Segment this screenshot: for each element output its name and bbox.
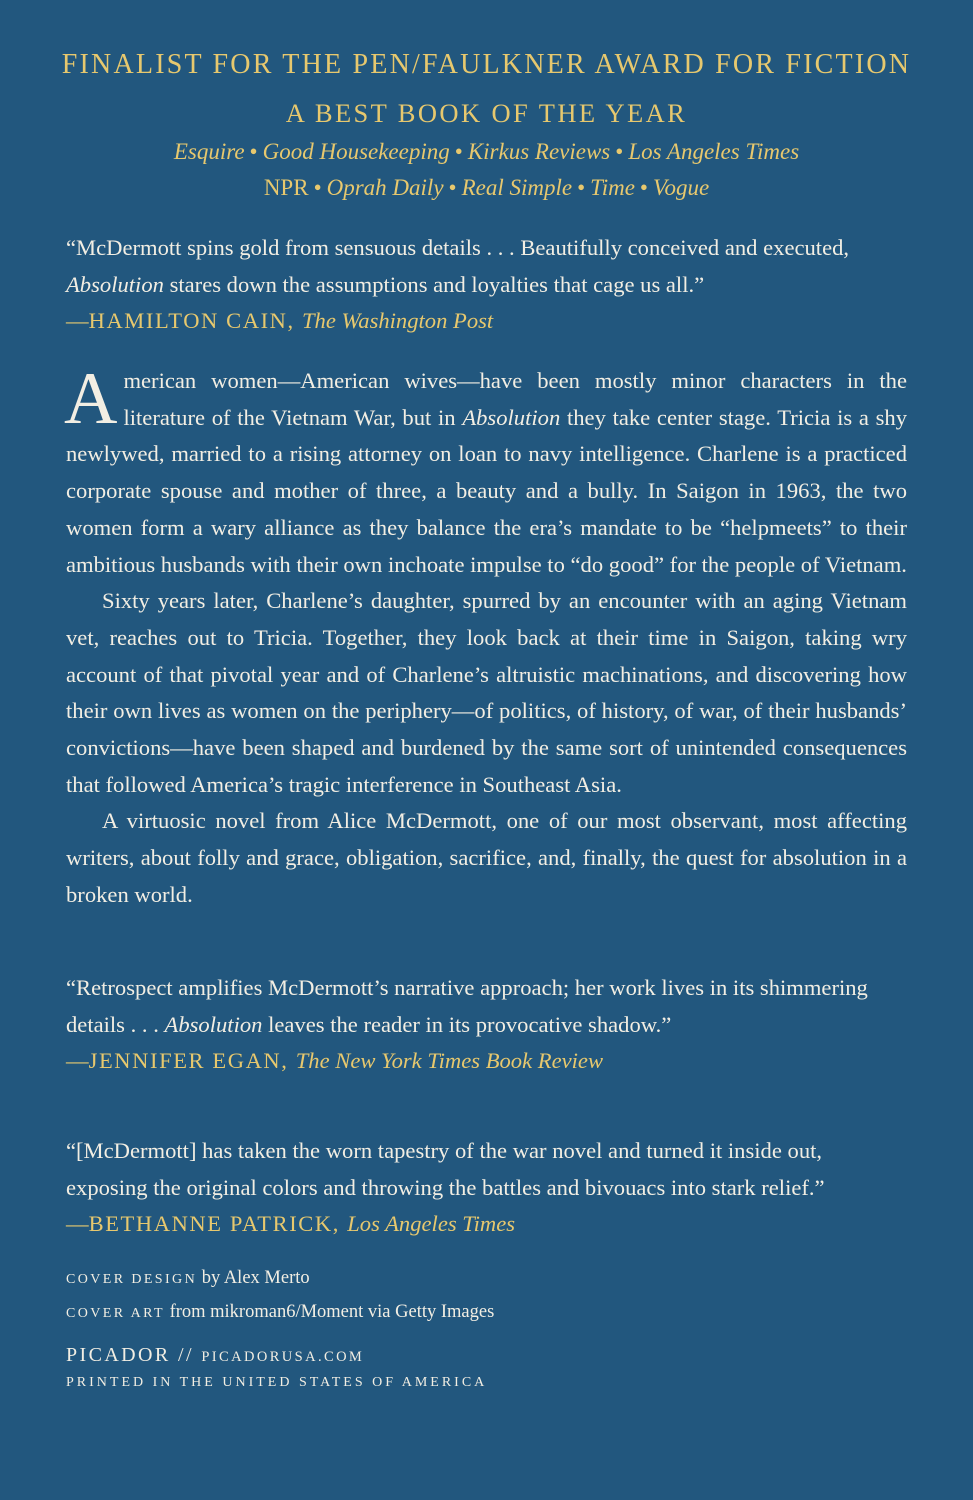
publication: Time: [590, 175, 635, 200]
dash: —: [66, 1048, 89, 1073]
book-title: Absolution: [462, 404, 561, 430]
bullet: •: [249, 139, 258, 164]
bullet: •: [639, 175, 648, 200]
quote-source: The Washington Post: [301, 308, 494, 333]
description-paragraph-1: [64, 358, 907, 583]
award-line: FINALIST FOR THE PEN/FAULKNER AWARD FOR FICTION: [61, 49, 912, 80]
publication: Oprah Daily: [326, 175, 444, 200]
paragraph-text: they take center stage. Tricia is a shy newlywed, married to a rising attorney on loan to navy intelligence. Charlene is a practiced corporate spouse and mother of three, a beauty and a bully. In Saigon in 1963, the two women form a wary alliance as they balance the era’s mandate to be “helpmeets” to their ambitious husbands with their own inchoate impulse to “do good” for the people of Vietnam.: [66, 404, 907, 577]
book-title: Absolution: [164, 1011, 263, 1037]
quote-text-part: stares down the assumptions and loyalties that cage us all.”: [163, 271, 705, 297]
bullet: •: [454, 139, 463, 164]
credit-value: from mikroman6/Moment via Getty Images: [164, 1302, 495, 1322]
quote-author: JENNIFER EGAN,: [88, 1048, 296, 1073]
publications-line-2: [0, 173, 973, 203]
quote-author: HAMILTON CAIN,: [88, 308, 302, 333]
best-book-line: A BEST BOOK OF THE YEAR: [285, 98, 688, 128]
publication: Esquire: [173, 139, 245, 164]
description-paragraph-3: A virtuosic novel from Alice McDermott, one of our most observant, most affecting writers, about folly and grace, obligation, sacrifice, and, finally, the quest for absolution in a broken world.: [66, 808, 907, 907]
description-paragraph-2: Sixty years later, Charlene’s daughter, spurred by an encounter with an aging Vietnam vet, reaches out to Tricia. Together, they look back at their time in Saigon, taking wry account of that pivotal year and of Charlene’s altruistic machinations, and discovering how their own lives as women on the periphery—of politics, of history, of war, of their husbands’ convictions—have been shaped and burdened by the same sort of unintended consequences that followed America’s tragic interference in Southeast Asia.: [66, 588, 907, 797]
dash: —: [66, 308, 89, 333]
quote-text-part: “McDermott spins gold from sensuous details . . . Beautifully conceived and executed,: [66, 235, 850, 260]
paragraph-text: merican women—American wives—have been mostly minor characters in the literature of the Vietnam War, but in: [123, 368, 907, 430]
bullet: •: [577, 175, 586, 200]
publication: Los Angeles Times: [628, 139, 800, 164]
cover-art-credit: [66, 1296, 494, 1330]
cover-credits: [66, 1262, 494, 1330]
quote-text-part: “Retrospect amplifies McDermott’s narrative approach; her work lives in its shimmering details . . .: [66, 975, 868, 1037]
credit-label: COVER DESIGN: [66, 1272, 198, 1287]
separator: //: [170, 1344, 202, 1366]
quote-author: BETHANNE PATRICK,: [88, 1211, 348, 1236]
review-quote-washington-post: [66, 230, 907, 340]
bullet: •: [313, 175, 322, 200]
publication: Kirkus Reviews: [467, 139, 611, 164]
drop-cap: A: [64, 358, 118, 440]
quote-source: The New York Times Book Review: [295, 1048, 604, 1073]
review-quote-la-times: [66, 1133, 907, 1243]
publication: Real Simple: [461, 175, 573, 200]
publications-line-1: [0, 137, 973, 167]
book-description: [64, 358, 907, 914]
quote-attribution: [66, 1043, 907, 1080]
publisher-url: PICADORUSA.COM: [201, 1349, 365, 1365]
publication: Good Housekeeping: [262, 139, 450, 164]
bullet: •: [448, 175, 457, 200]
dash: —: [66, 1211, 89, 1236]
quote-source: Los Angeles Times: [347, 1211, 516, 1236]
publication: Vogue: [652, 175, 710, 200]
quote-text: [66, 970, 907, 1043]
credit-value: by Alex Merto: [197, 1268, 310, 1288]
quote-text: “[McDermott] has taken the worn tapestry of the war novel and turned it inside out, exposing the original colors and throwing the battles and bivouacs into stark relief.”: [66, 1138, 825, 1200]
book-title: Absolution: [66, 271, 164, 297]
quote-text-part: leaves the reader in its provocative shadow.”: [262, 1011, 672, 1037]
bullet: •: [615, 139, 624, 164]
publisher-name: PICADOR: [66, 1344, 171, 1366]
cover-design-credit: [66, 1262, 494, 1296]
quote-attribution: [66, 303, 907, 340]
publication: NPR: [263, 175, 309, 200]
credit-label: COVER ART: [66, 1306, 165, 1321]
printed-in-line: PRINTED IN THE UNITED STATES OF AMERICA: [66, 1375, 488, 1390]
review-quote-nyt: [66, 970, 907, 1080]
quote-attribution: [66, 1206, 907, 1243]
publisher-imprint: [66, 1340, 364, 1372]
quote-text: [66, 230, 907, 303]
